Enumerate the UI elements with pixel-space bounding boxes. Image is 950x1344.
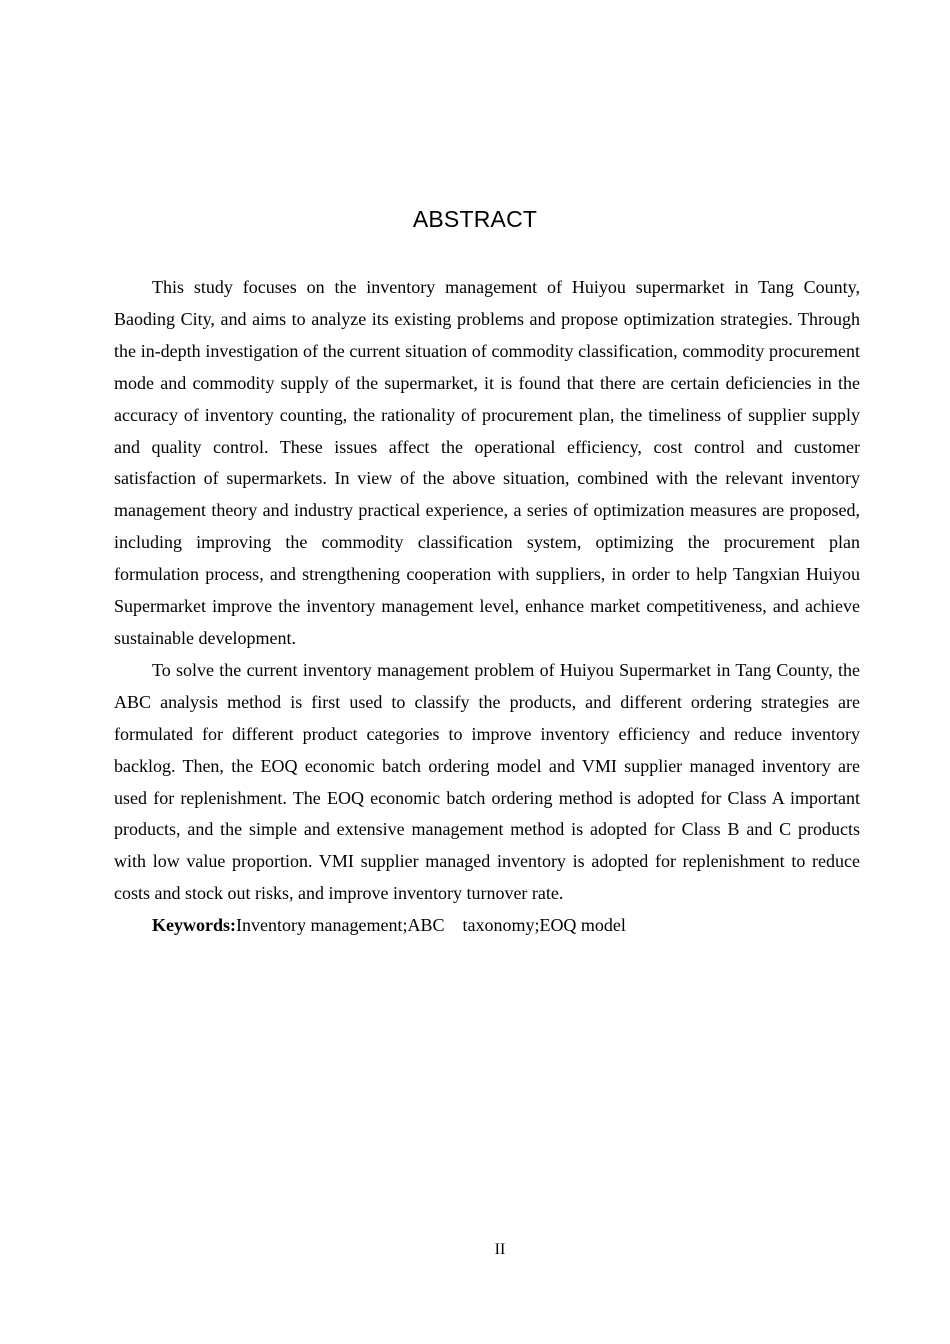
abstract-paragraph-1: This study focuses on the inventory management of Huiyou supermarket in Tang County, Baoding City, and aims to analyze its existing problems and propose optimization strategies. Through the in-depth investigation of the current situation of commodity classification, commodity procurement mode and commodity supply of the supermarket, it is found that there are certain deficiencies in the accuracy of inventory counting, the rationality of procurement plan, the timeliness of supplier supply and quality control. These issues affect the operational efficiency, cost control and customer satisfaction of supermarkets. In view of the above situation, combined with the relevant inventory management theory and industry practical experience, a series of optimization measures are proposed, including improving the commodity classification system, optimizing the procurement plan formulation process, and strengthening cooperation with suppliers, in order to help Tangxian Huiyou Supermarket improve the inventory management level, enhance market competitiveness, and achieve sustainable development.: [114, 277, 860, 648]
keywords-text: Inventory management;ABC taxonomy;EOQ model: [236, 915, 626, 936]
page-number: II: [494, 1241, 506, 1258]
abstract-title: ABSTRACT: [412, 206, 538, 232]
abstract-body: [114, 272, 860, 942]
keywords-label: Keywords:: [152, 915, 236, 936]
keywords-line: [114, 910, 860, 942]
abstract-paragraph-2: To solve the current inventory management problem of Huiyou Supermarket in Tang County, the ABC analysis method is first used to classify the products, and different ordering strategies are formulated for different product categories to improve inventory efficiency and reduce inventory backlog. Then, the EOQ economic batch ordering model and VMI supplier managed inventory are used for replenishment. The EOQ economic batch ordering method is adopted for Class A important products, and the simple and extensive management method is adopted for Class B and C products with low value proportion. VMI supplier managed inventory is adopted for replenishment to reduce costs and stock out risks, and improve inventory turnover rate.: [114, 659, 860, 904]
